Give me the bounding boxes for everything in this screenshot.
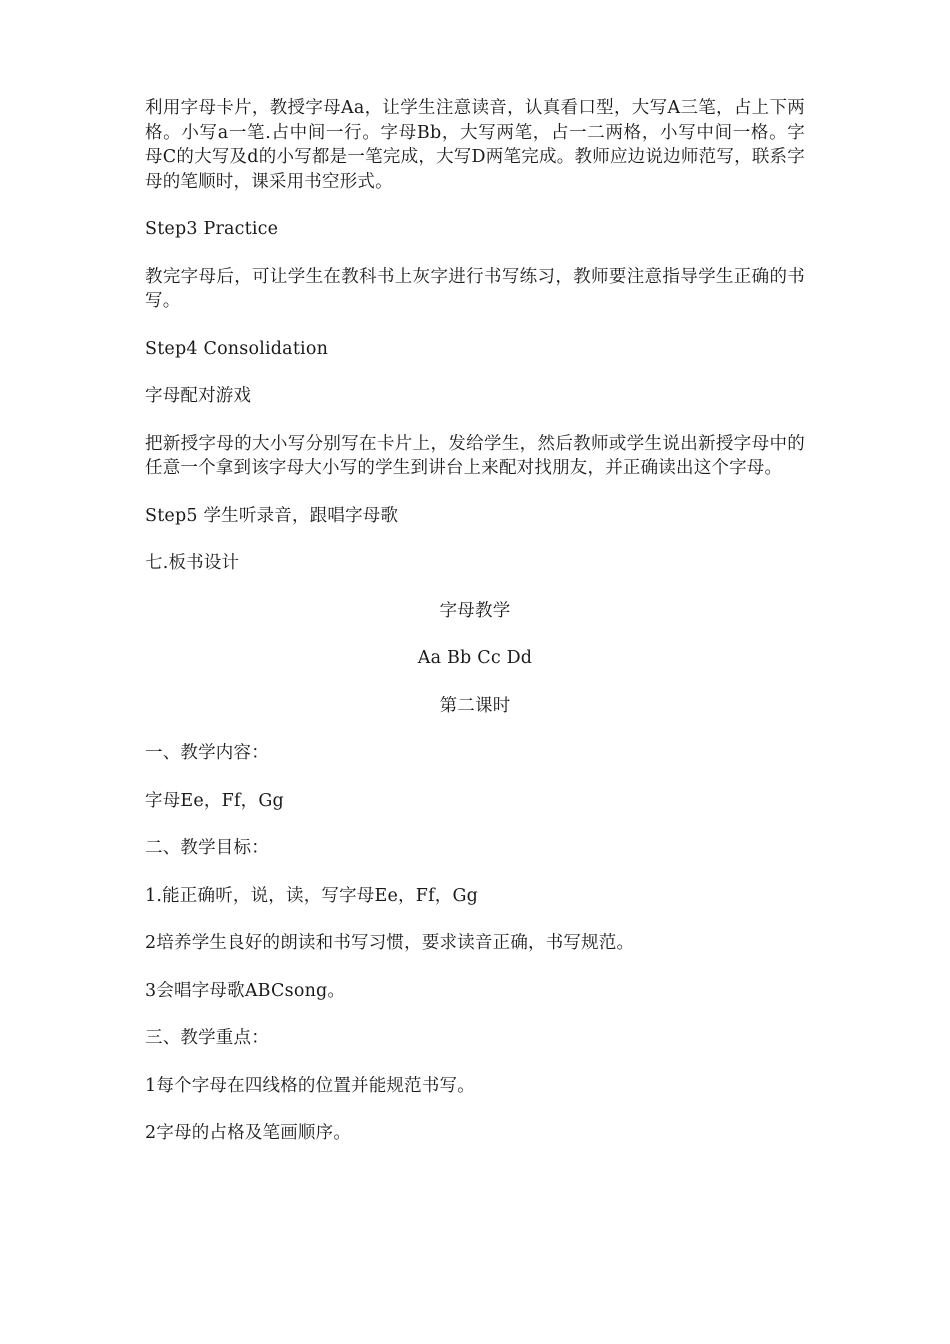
heading-step5: Step5 学生听录音，跟唱字母歌 [145,505,399,526]
heading-step4-consolidation: Step4 Consolidation [145,338,329,359]
paragraph-teaching-procedure: 利用字母卡片，教授字母Aa，让学生注意读音，认真看口型，大写A三笔，占上下两格。小写a一笔.占中间一行。字母Bb，大写两笔，占一二两格，小写中间一格。字母C的大写及d的小写都是一笔完成，大写D两笔完成。教师应边说边师范写，联系字母的笔顺时，课采用书空形式。 [145,98,805,192]
focus-item-2: 2字母的占格及笔画顺序。 [145,1123,352,1143]
goal-item-2: 2培养学生良好的朗读和书写习惯，要求读音正确，书写规范。 [145,933,635,953]
board-letters: Aa Bb Cc Dd [417,648,533,668]
heading-board-design: 七.板书设计 [145,553,240,573]
lesson-two-title: 第二课时 [439,695,511,716]
goal-item-1: 1.能正确听，说，读，写字母Ee，Ff，Gg [145,885,479,906]
board-title: 字母教学 [439,600,511,621]
heading-teaching-goals: 二、教学目标： [145,838,269,858]
paragraph-matching-game: 字母配对游戏 [145,386,252,406]
goal-item-3: 3会唱字母歌ABCsong。 [145,980,346,1001]
focus-item-1: 1每个字母在四线格的位置并能规范书写。 [145,1075,475,1096]
heading-step3-practice: Step3 Practice [145,219,279,239]
paragraph-practice: 教完字母后，可让学生在教科书上灰字进行书写练习，教师要注意指导学生正确的书写。 [145,266,805,311]
heading-teaching-content: 一、教学内容： [145,743,269,763]
paragraph-game-description: 把新授字母的大小写分别写在卡片上，发给学生，然后教师或学生说出新授字母中的任意一个拿到该字母大小写的学生到讲台上来配对找朋友，并正确读出这个字母。 [145,433,805,478]
paragraph-content-letters: 字母Ee，Ff，Gg [145,790,284,811]
heading-teaching-focus: 三、教学重点： [145,1028,269,1048]
document-page [145,96,805,1169]
